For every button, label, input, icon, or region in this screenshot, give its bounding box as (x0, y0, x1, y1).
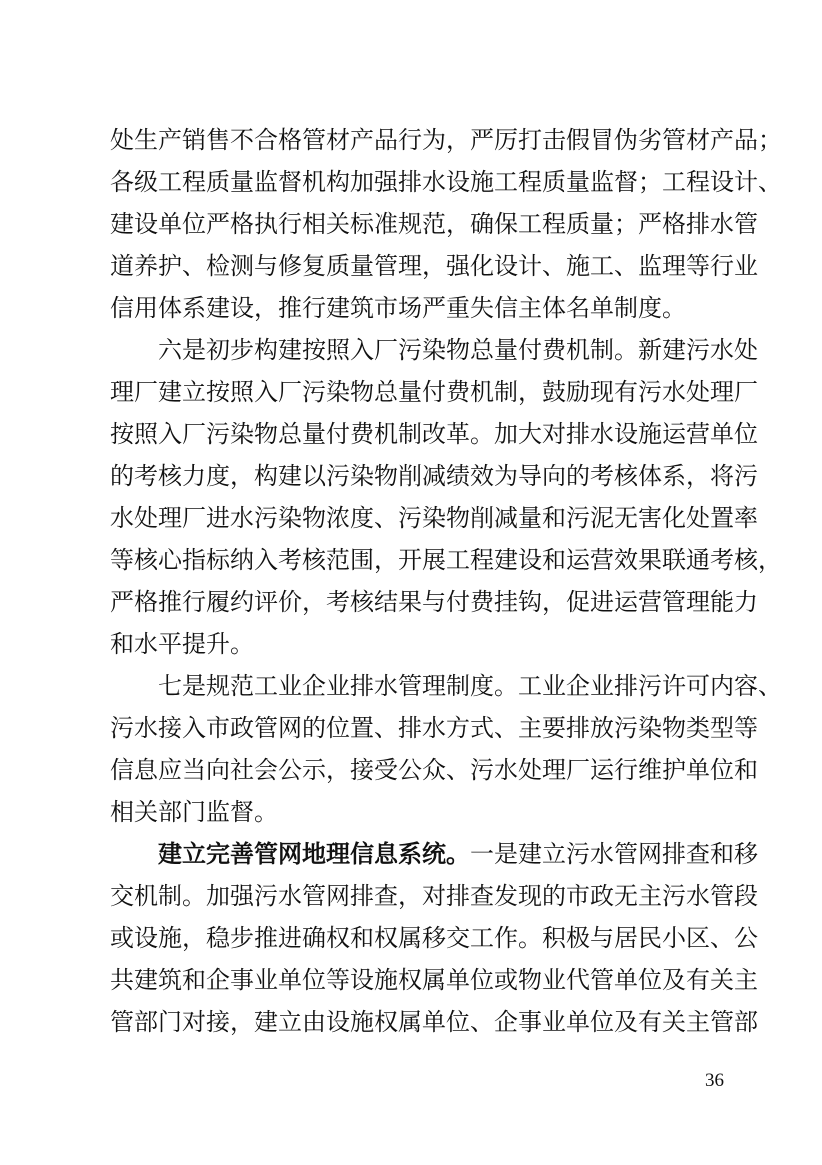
text-line: 和水平提升。 (110, 630, 254, 658)
text-line: 道养护、检测与修复质量管理，强化设计、施工、监理等行业 (110, 252, 758, 280)
bold-lead-text: 建立完善管网地理信息系统。 (158, 840, 470, 868)
text-line: 信息应当向社会公示，接受公众、污水处理厂运行维护单位和 (110, 756, 758, 784)
text-line: 各级工程质量监督机构加强排水设施工程质量监督；工程设计、 (110, 168, 782, 196)
text-line: 或设施，稳步推进确权和权属移交工作。积极与居民小区、公 (110, 924, 758, 952)
text-line: 交机制。加强污水管网排查，对排查发现的市政无主污水管段 (110, 882, 758, 910)
text-line: 等核心指标纳入考核范围，开展工程建设和运营效果联通考核， (110, 546, 782, 574)
text-line: 共建筑和企事业单位等设施权属单位或物业代管单位及有关主 (110, 966, 758, 994)
text-line: 理厂建立按照入厂污染物总量付费机制，鼓励现有污水处理厂 (110, 378, 758, 406)
text-line: 按照入厂污染物总量付费机制改革。加大对排水设施运营单位 (110, 420, 758, 448)
text-line (158, 839, 758, 869)
page-number: 36 (705, 1070, 724, 1091)
text-line: 七是规范工业企业排水管理制度。工业企业排污许可内容、 (158, 672, 782, 700)
text-line: 的考核力度，构建以污染物削减绩效为导向的考核体系，将污 (110, 462, 758, 490)
text-line: 相关部门监督。 (110, 798, 278, 826)
text-line: 污水接入市政管网的位置、排水方式、主要排放污染物类型等 (110, 714, 758, 742)
text-line: 建设单位严格执行相关标准规范，确保工程质量；严格排水管 (110, 210, 758, 238)
text-line: 水处理厂进水污染物浓度、污染物削减量和污泥无害化处置率 (110, 504, 758, 532)
text-line: 严格推行履约评价，考核结果与付费挂钩，促进运营管理能力 (110, 588, 758, 616)
text-line: 信用体系建设，推行建筑市场严重失信主体名单制度。 (110, 294, 686, 322)
first-line-rest: 一是建立污水管网排查和移 (470, 840, 758, 868)
text-line: 处生产销售不合格管材产品行为，严厉打击假冒伪劣管材产品； (110, 126, 782, 154)
text-line: 管部门对接，建立由设施权属单位、企事业单位及有关主管部 (110, 1008, 758, 1036)
text-line: 六是初步构建按照入厂污染物总量付费机制。新建污水处 (158, 336, 758, 364)
